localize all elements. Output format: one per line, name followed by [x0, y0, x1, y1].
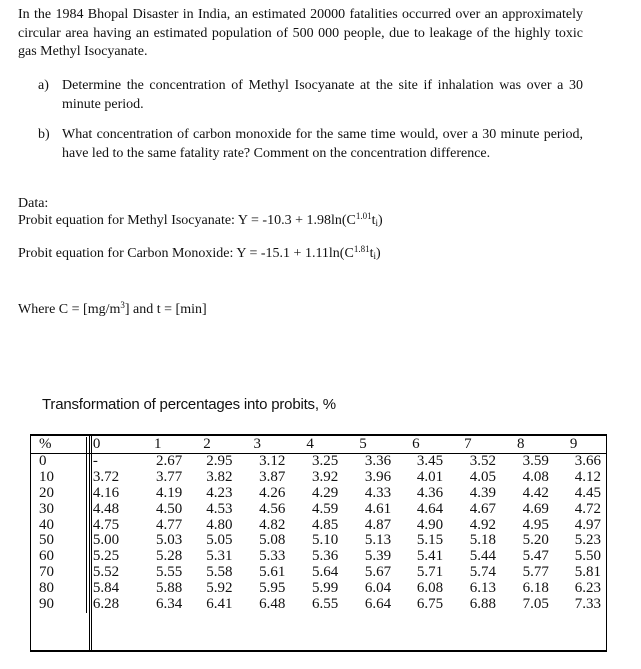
probit-co-close: ) [375, 246, 381, 261]
data-heading: Data: [18, 196, 49, 211]
probit-value-cell: 6.55 [311, 596, 339, 613]
probit-value-cell: 2.67 [156, 452, 183, 469]
probit-value-cell: 4.16 [92, 484, 120, 501]
probit-value-cell: 3.82 [206, 468, 233, 485]
probit-mic-close: ) [378, 213, 383, 228]
probit-value-cell: 5.74 [469, 564, 497, 581]
probit-value-cell: 4.67 [469, 500, 497, 517]
probit-value-cell: 5.77 [522, 564, 549, 581]
column-header: 4 [293, 437, 346, 453]
probit-value-cell: 4.23 [206, 484, 233, 501]
probit-value-cell: 4.36 [416, 484, 444, 501]
row-percent-label: 0 [30, 453, 86, 469]
table-title: Transformation of percentages into probits, % [42, 396, 336, 413]
row-percent-label: 40 [30, 518, 86, 534]
probit-value-cell: 3.52 [469, 452, 497, 469]
probit-co-exponent: 1.81 [353, 244, 370, 254]
probit-value-cell: 4.19 [156, 484, 183, 501]
probit-value-cell: 5.20 [522, 532, 549, 549]
probit-value-cell: 4.50 [156, 500, 183, 517]
probit-value-cell: 4.05 [469, 468, 497, 485]
probit-value-cell: 6.13 [469, 580, 497, 597]
probit-value-cell: 4.56 [259, 500, 286, 517]
probit-value-cell: 5.33 [259, 548, 286, 565]
probit-value-cell: 5.71 [416, 564, 444, 581]
question-b-label: b) [38, 127, 50, 142]
probit-value-cell: 3.36 [364, 452, 392, 469]
probit-co-t: t [369, 246, 374, 261]
probit-value-cell: 5.36 [311, 548, 339, 565]
probit-mic-subscript: i [375, 218, 379, 228]
probit-value-cell: 3.92 [311, 468, 339, 485]
probit-value-cell: 5.08 [259, 532, 286, 549]
probit-value-cell: 5.64 [311, 564, 339, 581]
probit-value-cell: 5.52 [92, 564, 120, 581]
probit-value-cell: 6.75 [416, 596, 444, 613]
column-header: 3 [240, 437, 293, 453]
probit-table [30, 437, 607, 613]
probit-value-cell: 5.25 [92, 548, 120, 565]
probit-value-cell: 5.99 [311, 580, 339, 597]
units-sup: 3 [120, 300, 125, 310]
probit-value-cell: 4.82 [259, 516, 286, 533]
probit-value-cell: 5.44 [469, 548, 497, 565]
table-row [30, 581, 607, 597]
probit-value-cell: 4.75 [92, 516, 120, 533]
probit-value-cell: - [92, 452, 98, 469]
table-row [30, 597, 607, 613]
probit-value-cell: 3.72 [92, 468, 120, 485]
row-percent-label: 90 [30, 597, 86, 613]
units-post: ] and t = [min] [124, 302, 207, 317]
probit-value-cell: 5.13 [364, 532, 392, 549]
row-percent-label: 60 [30, 549, 86, 565]
probit-value-cell: 4.77 [156, 516, 183, 533]
probit-value-cell: 7.05 [522, 596, 549, 613]
probit-value-cell: 6.48 [259, 596, 286, 613]
probit-value-cell: 3.77 [156, 468, 183, 485]
row-percent-label: 20 [30, 486, 86, 502]
column-header: 7 [451, 437, 504, 453]
problem-intro: In the 1984 Bhopal Disaster in India, an estimated 20000 fatalities occurred over an approximately circular area having an estimated population of 500 000 people, due to leakage of the highly toxic gas Methyl Isocyanate. [18, 7, 583, 59]
probit-value-cell: 4.92 [469, 516, 497, 533]
question-a-text: Determine the concentration of Methyl Isocyanate at the site if inhalation was over a 30 minute period. [62, 78, 583, 112]
table-row [30, 518, 607, 534]
probit-value-cell: 5.41 [416, 548, 444, 565]
table-row [30, 533, 607, 549]
probit-value-cell: 5.92 [206, 580, 233, 597]
probit-value-cell: 3.45 [416, 452, 444, 469]
table-row [30, 502, 607, 518]
probit-value-cell: 5.00 [92, 532, 120, 549]
probit-value-cell: 6.88 [469, 596, 497, 613]
table-row [30, 486, 607, 502]
probit-value-cell: 6.64 [364, 596, 392, 613]
probit-value-cell: 3.87 [259, 468, 286, 485]
probit-value-cell: 4.33 [364, 484, 392, 501]
probit-equation-mic [18, 213, 383, 229]
units-definition [18, 302, 207, 318]
table-row [30, 565, 607, 581]
probit-value-cell: 6.18 [522, 580, 549, 597]
table-row [30, 470, 607, 486]
probit-value-cell: 6.08 [416, 580, 444, 597]
probit-value-cell: 5.28 [156, 548, 183, 565]
probit-equation-co [18, 246, 381, 262]
probit-value-cell: 5.15 [416, 532, 444, 549]
probit-value-cell: 2.95 [206, 452, 233, 469]
probit-value-cell: 3.25 [311, 452, 339, 469]
probit-value-cell: 5.31 [206, 548, 233, 565]
probit-value-cell: 4.53 [206, 500, 233, 517]
probit-value-cell: 4.01 [416, 468, 444, 485]
probit-mic-prefix: Probit equation for Methyl Isocyanate: Y = -10.3 + 1.98ln(C [18, 213, 356, 228]
column-header: 1 [141, 437, 190, 453]
probit-value-cell: 4.85 [311, 516, 339, 533]
probit-value-cell: 5.88 [156, 580, 183, 597]
probit-value-cell: 6.28 [92, 596, 120, 613]
column-header: 8 [504, 437, 557, 453]
probit-value-cell: 4.08 [522, 468, 549, 485]
probit-value-cell: 5.61 [259, 564, 286, 581]
probit-mic-t: t [371, 213, 376, 228]
row-percent-label: 50 [30, 533, 86, 549]
probit-value-cell: 5.58 [206, 564, 233, 581]
probit-value-cell: 6.23 [574, 580, 601, 597]
probit-value-cell: 4.59 [311, 500, 339, 517]
probit-value-cell: 5.55 [156, 564, 183, 581]
probit-value-cell: 4.87 [364, 516, 392, 533]
probit-value-cell: 4.80 [206, 516, 233, 533]
probit-value-cell: 5.95 [259, 580, 286, 597]
column-header: 9 [557, 437, 607, 453]
probit-value-cell: 4.26 [259, 484, 286, 501]
probit-value-cell: 3.96 [364, 468, 392, 485]
probit-mic-exponent: 1.01 [355, 211, 372, 221]
probit-value-cell: 4.45 [574, 484, 601, 501]
probit-value-cell: 5.03 [156, 532, 183, 549]
probit-value-cell: 6.41 [206, 596, 233, 613]
probit-value-cell: 4.39 [469, 484, 497, 501]
question-b-text: What concentration of carbon monoxide for the same time would, over a 30 minute period, have led to the same fatality rate? Comment on the concentration difference. [62, 127, 583, 161]
probit-value-cell: 5.05 [206, 532, 233, 549]
probit-value-cell: 3.12 [259, 452, 286, 469]
row-percent-label: 70 [30, 565, 86, 581]
probit-value-cell: 4.90 [416, 516, 444, 533]
probit-co-subscript: i [373, 251, 376, 261]
table-header-row [30, 437, 607, 453]
probit-value-cell: 6.34 [156, 596, 183, 613]
probit-value-cell: 4.64 [416, 500, 444, 517]
probit-value-cell: 5.18 [469, 532, 497, 549]
probit-value-cell: 4.72 [574, 500, 601, 517]
probit-value-cell: 7.33 [574, 596, 601, 613]
probit-value-cell: 5.67 [364, 564, 392, 581]
row-percent-label: 30 [30, 502, 86, 518]
probit-value-cell: 3.66 [574, 452, 601, 469]
probit-co-prefix: Probit equation for Carbon Monoxide: Y = -15.1 + 1.11ln(C [18, 246, 354, 261]
probit-value-cell: 5.47 [522, 548, 549, 565]
probit-value-cell: 4.12 [574, 468, 601, 485]
column-header: 5 [346, 437, 399, 453]
table-corner-label: % [30, 437, 86, 453]
probit-value-cell: 5.81 [574, 564, 601, 581]
row-percent-label: 80 [30, 581, 86, 597]
column-header: 0 [86, 437, 141, 453]
probit-value-cell: 4.97 [574, 516, 601, 533]
probit-value-cell: 5.39 [364, 548, 392, 565]
units-pre: Where C = [mg/m [18, 302, 121, 317]
column-header: 2 [190, 437, 240, 453]
row-percent-label: 10 [30, 470, 86, 486]
question-a-label: a) [38, 78, 49, 93]
probit-value-cell: 4.95 [522, 516, 549, 533]
column-header: 6 [399, 437, 451, 453]
probit-value-cell: 6.04 [364, 580, 392, 597]
probit-value-cell: 5.10 [311, 532, 339, 549]
probit-value-cell: 5.84 [92, 580, 120, 597]
probit-value-cell: 4.61 [364, 500, 392, 517]
probit-value-cell: 4.69 [522, 500, 549, 517]
probit-value-cell: 4.48 [92, 500, 120, 517]
table-row [30, 453, 607, 469]
probit-value-cell: 5.50 [574, 548, 601, 565]
probit-value-cell: 3.59 [522, 452, 549, 469]
table-row [30, 549, 607, 565]
probit-value-cell: 4.42 [522, 484, 549, 501]
probit-value-cell: 5.23 [574, 532, 601, 549]
probit-value-cell: 4.29 [311, 484, 339, 501]
